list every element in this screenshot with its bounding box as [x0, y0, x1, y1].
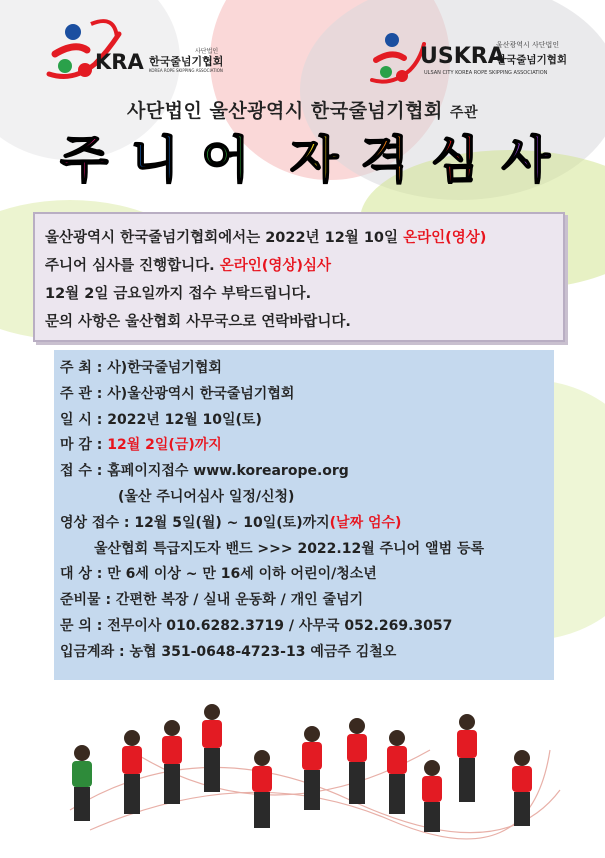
info-supplies-label: 준비물 :	[60, 592, 116, 609]
info-target-value: 만 6세 이상 ~ 만 16세 이하 어린이/청소년	[107, 566, 377, 583]
title-char-5: 심	[431, 131, 480, 189]
notice-line-2	[45, 252, 563, 280]
info-contact	[60, 614, 554, 640]
info-host-value: 사)한국줄넘기협회	[107, 360, 222, 376]
info-apply	[60, 459, 554, 485]
info-deadline-value: 12월 2일(금)	[107, 437, 195, 454]
info-supplies-value: 간편한 복장 / 실내 운동화 / 개인 줄넘기	[115, 592, 364, 609]
uskra-logo-tag: 울산광역시 사단법인	[496, 41, 560, 49]
info-video	[60, 511, 554, 537]
notice-line-4: 문의 사항은 울산협회 사무국으로 연락바랍니다.	[45, 314, 351, 330]
uskra-logo-name: 한국줄넘기협회	[496, 54, 568, 66]
info-deadline-label: 마 감 :	[60, 437, 108, 454]
notice-line-1	[45, 224, 563, 252]
title-char-6: 사	[501, 131, 550, 189]
info-date-value: 2022년 12월 10일(토)	[107, 411, 262, 428]
info-account-label: 입금계좌 :	[60, 643, 130, 660]
info-video-note: (날짜 엄수)	[329, 514, 402, 531]
info-account	[60, 640, 554, 666]
kra-logo-name: 한국줄넘기협회	[149, 55, 224, 68]
uskra-logo-mark: USKRA	[420, 44, 505, 69]
info-organizer-value: 사)울산광역시 한국줄넘기협회	[107, 385, 295, 402]
organizer-suffix: 주관	[449, 105, 479, 121]
notice-line-1-highlight: 온라인(영상)	[403, 230, 487, 246]
info-host	[60, 356, 554, 382]
info-apply-label: 접 수 :	[60, 463, 108, 480]
kra-logo-mark: KRA	[95, 50, 144, 74]
info-video-label: 영상 접수 :	[60, 514, 135, 531]
notice-line-1-text: 울산광역시 한국줄넘기협회에서는 2022년 12월 10일	[45, 230, 404, 246]
info-date	[60, 408, 554, 434]
info-band-text: 울산협회 특급지도자 밴드 >>> 2022.12월 주니어 앨범 등록	[94, 540, 485, 557]
info-deadline-tail: 까지	[194, 437, 222, 454]
title-char-0: 주	[60, 131, 109, 189]
info-host-label: 주 최 :	[60, 360, 108, 376]
info-target	[60, 562, 554, 588]
info-video-value: 12월 5일(월) ~ 10일(토)까지	[134, 514, 330, 531]
organizer-line: 사단법인 울산광역시 한국줄넘기협회	[126, 100, 443, 122]
info-contact-value: 전무이사 010.6282.3719 / 사무국 052.269.3057	[107, 617, 453, 634]
info-deadline	[60, 433, 554, 459]
kra-logo-tag: 사단법인	[195, 48, 219, 55]
info-box	[54, 350, 554, 680]
info-account-value: 농협 351-0648-4723-13 예금주 김철오	[129, 643, 397, 660]
info-supplies	[60, 588, 554, 614]
notice-box	[33, 212, 565, 342]
children-figures	[72, 704, 532, 832]
info-organizer	[60, 382, 554, 408]
notice-line-2-text: 주니어 심사를 진행합니다.	[45, 258, 220, 274]
info-apply-sub	[60, 485, 554, 511]
main-title	[60, 130, 550, 190]
info-apply-sub-text: (울산 주니어심사 일정/신청)	[118, 488, 295, 505]
group-photo	[50, 690, 570, 850]
organizer-heading	[0, 96, 605, 123]
info-target-label: 대 상 :	[60, 566, 108, 583]
kra-logo-english: KOREA ROPE SKIPPING ASSOCIATION	[149, 68, 223, 73]
info-contact-label: 문 의 :	[60, 617, 108, 634]
title-char-1: 니	[130, 131, 179, 189]
uskra-logo	[368, 28, 568, 90]
title-char-2: 어	[201, 131, 250, 189]
title-char-4: 격	[360, 131, 409, 189]
info-organizer-label: 주 관 :	[60, 385, 108, 402]
uskra-logo-english: ULSAN CITY KOREA ROPE SKIPPING ASSOCIATION	[424, 70, 548, 76]
info-date-label: 일 시 :	[60, 411, 108, 428]
title-char-3: 자	[289, 131, 339, 189]
info-band	[60, 537, 554, 563]
kra-logo	[45, 14, 235, 86]
notice-line-2-highlight: 온라인(영상)심사	[219, 258, 332, 274]
info-apply-value: 홈페이지접수 www.korearope.org	[107, 463, 349, 480]
notice-line-3: 12월 2일 금요일까지 접수 부탁드립니다.	[45, 286, 312, 302]
